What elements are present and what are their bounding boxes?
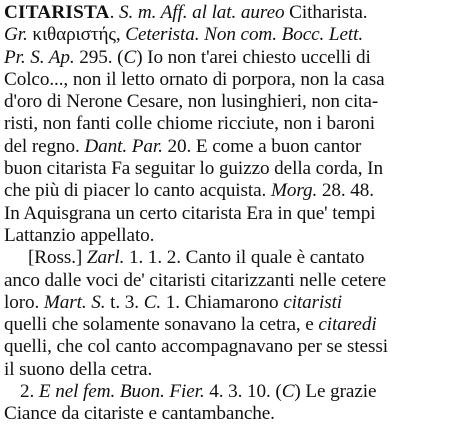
text-segment: 1. 1. 2. Canto il quale è cantato (124, 247, 365, 269)
entry-line (4, 2, 472, 24)
dictionary-entry (4, 2, 472, 426)
text-segment: che più di piacer lo canto acquista. (4, 180, 271, 202)
entry-line (4, 91, 472, 113)
text-segment: quelli, che col canto accompagnavano per se stessi (4, 336, 388, 358)
italic-text: E nel fem. Buon. Fier. (38, 381, 205, 403)
entry-line (4, 69, 472, 91)
italic-text: C (281, 381, 295, 403)
entry-line (4, 336, 472, 358)
text-segment: ) Le grazie (294, 381, 377, 403)
italic-text: Morg. (270, 180, 318, 202)
text-segment: Citharista. (284, 2, 368, 23)
text-segment: In Aquisgrana un certo citarista Era in que' tempi (4, 202, 376, 224)
text-segment: . (109, 2, 119, 23)
text-segment: Lattanzio appellato. (4, 224, 155, 246)
text-segment: κιθαριστής (32, 24, 116, 46)
italic-text: Ceterista. Non com. Bocc. Lett. (125, 24, 364, 46)
text-segment: 20. E come a buon cantor (162, 135, 362, 157)
entry-line (4, 292, 472, 314)
text-segment: buon citarista Fa seguitar lo guizzo della corda, In (4, 158, 383, 180)
text-segment: anco dalle voci de' citaristi citarizzanti nelle cetere (4, 269, 387, 291)
italic-text: S. m. Aff. al lat. aureo (118, 2, 285, 23)
text-segment: d'oro di Nerone Cesare, non lusinghieri, non cita- (4, 91, 379, 113)
entry-line (4, 270, 472, 292)
text-segment: loro. (4, 291, 44, 313)
text-segment: il suono della cetra. (4, 358, 153, 380)
italic-text: citaristi (283, 291, 343, 313)
text-segment: 4. 3. 10. ( (204, 381, 282, 403)
text-segment: 295. ( (74, 46, 124, 68)
entry-line (4, 158, 472, 180)
italic-text: Mart. S. (43, 291, 106, 313)
entry-line (4, 113, 472, 135)
headword: CITARISTA (4, 2, 110, 23)
text-segment: ) Io non t'arei chiesto uccelli di (136, 46, 371, 68)
entry-line (4, 136, 472, 158)
italic-text: citaredi (318, 314, 377, 336)
entry-line (4, 403, 472, 425)
text-segment: 28. 48. (317, 180, 374, 202)
entry-line (4, 203, 472, 225)
text-segment: Ciance da citariste e cantambanche. (4, 403, 275, 425)
entry-line (4, 314, 472, 336)
italic-text: Zarl. (86, 247, 125, 269)
italic-text: Pr. S. Ap. (4, 46, 75, 68)
text-segment: [Ross.] (28, 247, 87, 269)
italic-text: Gr. (4, 24, 33, 46)
text-segment: risti, non fanti colle chiome ricciute, non i baroni (4, 113, 375, 135)
text-segment: 2. (20, 381, 39, 403)
text-segment: del regno. (4, 135, 85, 157)
entry-line (4, 359, 472, 381)
text-segment: t. 3. (105, 291, 144, 313)
italic-text: Dant. Par. (84, 135, 163, 157)
entry-line (4, 180, 472, 202)
entry-line (4, 24, 472, 46)
entry-line (4, 225, 472, 247)
text-segment: quelli che solamente sonavano la cetra, e (4, 314, 319, 336)
entry-line (4, 381, 472, 403)
entry-line (4, 247, 472, 269)
italic-text: C (123, 46, 137, 68)
text-segment: , (115, 24, 126, 46)
text-segment: 1. Chiamarono (161, 291, 284, 313)
italic-text: C. (143, 291, 162, 313)
entry-line (4, 47, 472, 69)
text-segment: Colco..., non il letto ornato di porpora, non la casa (4, 68, 385, 90)
